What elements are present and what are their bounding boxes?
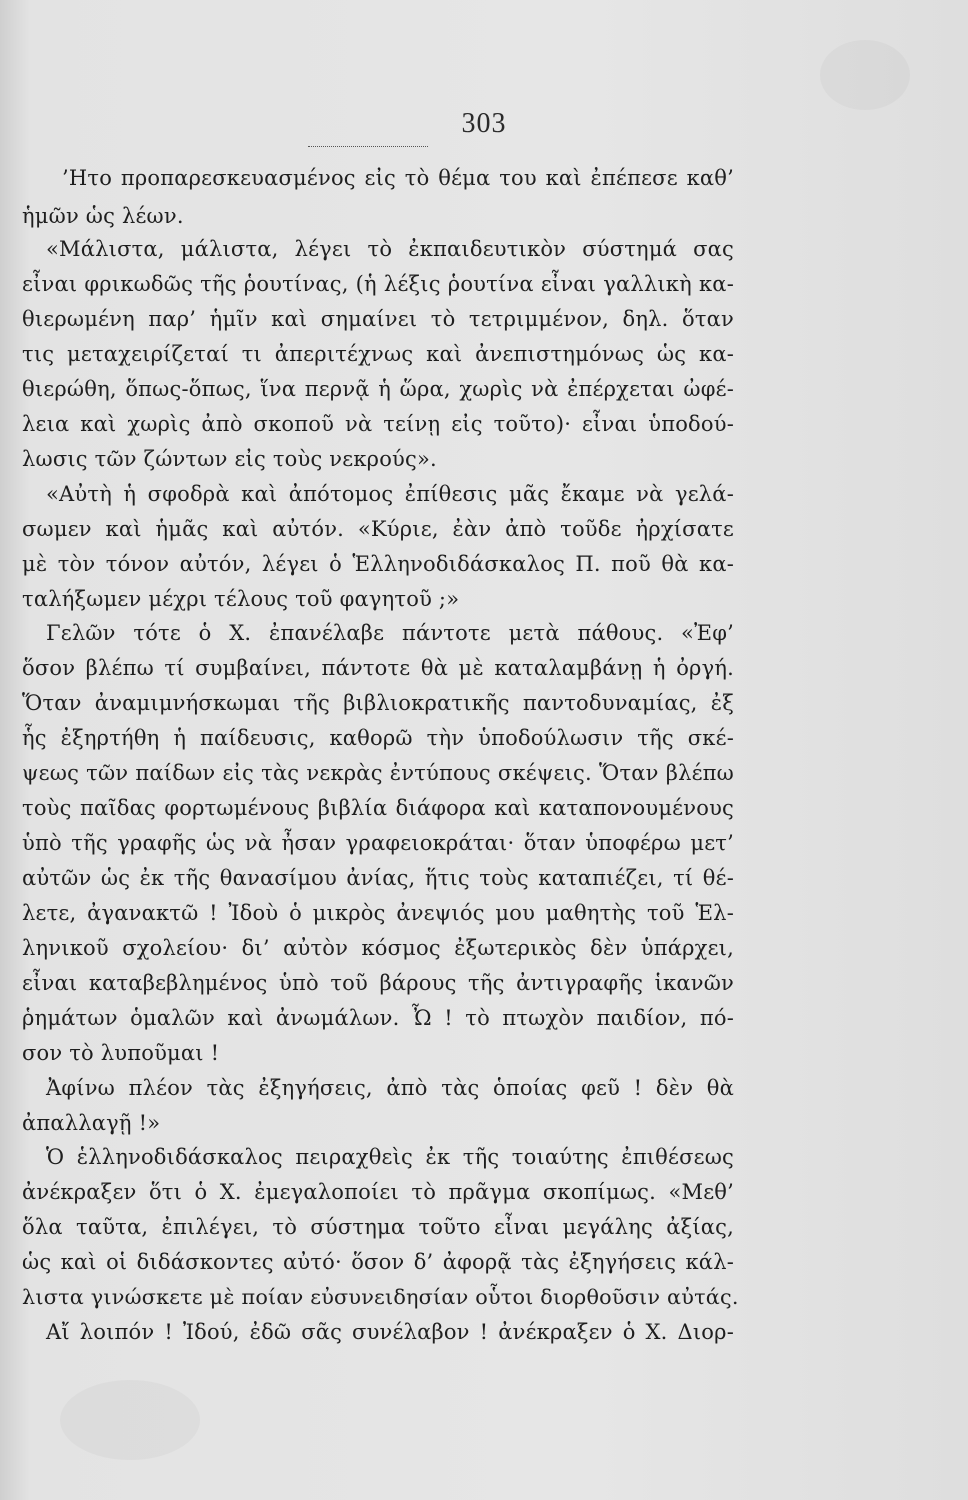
text-line: ταλήξωμεν μέχρι τέλους τοῦ φαγητοῦ ;» xyxy=(22,587,460,611)
text-line: μὲ τὸν τόνον αὐτόν, λέγει ὁ Ἑλληνοδιδάσκαλος Π. ποῦ θὰ κα- xyxy=(22,552,734,576)
text-line: εἶναι φρικωδῶς τῆς ῥουτίνας, (ἡ λέξις ῥουτίνα εἶναι γαλλικὴ κα- xyxy=(22,272,734,296)
text-line: Ἀφίνω πλέον τὰς ἐξηγήσεις, ἀπὸ τὰς ὁποίας φεῦ ! δὲν θὰ xyxy=(46,1076,734,1100)
text-line: λεια καὶ χωρὶς ἀπὸ σκοποῦ νὰ τείνῃ εἰς τοῦτο)· εἶναι ὑποδού- xyxy=(22,412,734,436)
text-line: αὐτῶν ὡς ἐκ τῆς θανασίμου ἀνίας, ἥτις τοὺς καταπιέζει, τί θέ- xyxy=(22,866,734,890)
text-line: Γελῶν τότε ὁ Χ. ἐπανέλαβε πάντοτε μετὰ πάθους. «Ἐφ’ xyxy=(46,621,734,645)
page-number-rule xyxy=(308,146,428,147)
text-line: θιερωμένη παρ’ ἡμῖν καὶ σημαίνει τὸ τετριμμένον, δηλ. ὅταν xyxy=(22,307,734,331)
text-line: ὅλα ταῦτα, ἐπιλέγει, τὸ σύστημα τοῦτο εἶναι μεγάλης ἀξίας, xyxy=(22,1215,734,1239)
text-line: θιερώθη, ὅπως-ὅπως, ἵνα περνᾷ ἡ ὥρα, χωρὶς νὰ ἐπέρχεται ὠφέ- xyxy=(22,377,734,401)
text-line: τοὺς παῖδας φορτωμένους βιβλία διάφορα καὶ καταπονουμένους xyxy=(22,796,734,820)
page-number: 303 xyxy=(461,108,507,139)
text-line: ὑπὸ τῆς γραφῆς ὡς νὰ ἦσαν γραφειοκράται· ὅταν ὑποφέρω μετ’ xyxy=(22,831,734,855)
text-line: λιστα γινώσκετε μὲ ποίαν εὐσυνειδησίαν οὗτοι διορθοῦσιν αὐτάς. xyxy=(22,1285,739,1309)
text-line: ψεως τῶν παίδων εἰς τὰς νεκρὰς ἐντύπους σκέψεις. Ὅταν βλέπω xyxy=(22,761,734,785)
text-line: «Μάλιστα, μάλιστα, λέγει τὸ ἐκπαιδευτικὸν σύστημά σας xyxy=(46,237,734,261)
text-line: ἀπαλλαγῇ !» xyxy=(22,1111,161,1135)
text-line: «Αὐτὴ ἡ σφοδρὰ καὶ ἀπότομος ἐπίθεσις μᾶς ἔκαμε νὰ γελά- xyxy=(46,482,734,506)
text-line: ἧς ἐξηρτήθη ἡ παίδευσις, καθορῶ τὴν ὑποδούλωσιν τῆς σκέ- xyxy=(22,726,734,750)
text-line: Ὅταν ἀναμιμνήσκωμαι τῆς βιβλιοκρατικῆς παντοδυναμίας, ἐξ xyxy=(22,691,734,715)
text-line: ληνικοῦ σχολείου· δι’ αὐτὸν κόσμος ἐξωτερικὸς δὲν ὑπάρχει, xyxy=(22,936,734,960)
text-line: ἡμῶν ὡς λέων. xyxy=(22,204,184,228)
text-line: σωμεν καὶ ἡμᾶς καὶ αὐτόν. «Κύριε, ἐὰν ἀπὸ τοῦδε ἠρχίσατε xyxy=(22,517,734,541)
text-line: ῥημάτων ὁμαλῶν καὶ ἀνωμάλων. Ὦ ! τὸ πτωχὸν παιδίον, πό- xyxy=(22,1006,734,1030)
text-line: Ὁ ἑλληνοδιδάσκαλος πειραχθεὶς ἐκ τῆς τοιαύτης ἐπιθέσεως xyxy=(46,1145,734,1169)
text-line: ὅσον βλέπω τί συμβαίνει, πάντοτε θὰ μὲ καταλαμβάνῃ ἡ ὀργή. xyxy=(22,656,734,680)
text-line: σον τὸ λυποῦμαι ! xyxy=(22,1041,220,1065)
text-line: ’Ητο προπαρεσκευασμένος εἰς τὸ θέμα του καὶ ἐπέπεσε καθ’ xyxy=(62,166,734,190)
text-line: εἶναι καταβεβλημένος ὑπὸ τοῦ βάρους τῆς ἀντιγραφῆς ἱκανῶν xyxy=(22,971,734,995)
paper-stain xyxy=(820,40,910,110)
text-line: λωσις τῶν ζώντων εἰς τοὺς νεκρούς». xyxy=(22,447,437,471)
text-line: ὡς καὶ οἱ διδάσκοντες αὐτό· ὅσον δ’ ἀφορᾷ τὰς ἐξηγήσεις κάλ- xyxy=(22,1250,734,1274)
paper-stain xyxy=(60,1380,200,1460)
text-line: τις μεταχειρίζεταί τι ἀπεριτέχνως καὶ ἀνεπιστημόνως ὡς κα- xyxy=(22,342,734,366)
text-line: λετε, ἀγανακτῶ ! Ἰδοὺ ὁ μικρὸς ἀνεψιός μου μαθητὴς τοῦ Ἑλ- xyxy=(22,901,734,925)
text-line: Αἴ λοιπόν ! Ἰδού, ἐδῶ σᾶς συνέλαβον ! ἀνέκραξεν ὁ Χ. Διορ- xyxy=(46,1320,734,1344)
text-line: ἀνέκραξεν ὅτι ὁ Χ. ἐμεγαλοποίει τὸ πρᾶγμα σκοπίμως. «Μεθ’ xyxy=(22,1180,734,1204)
